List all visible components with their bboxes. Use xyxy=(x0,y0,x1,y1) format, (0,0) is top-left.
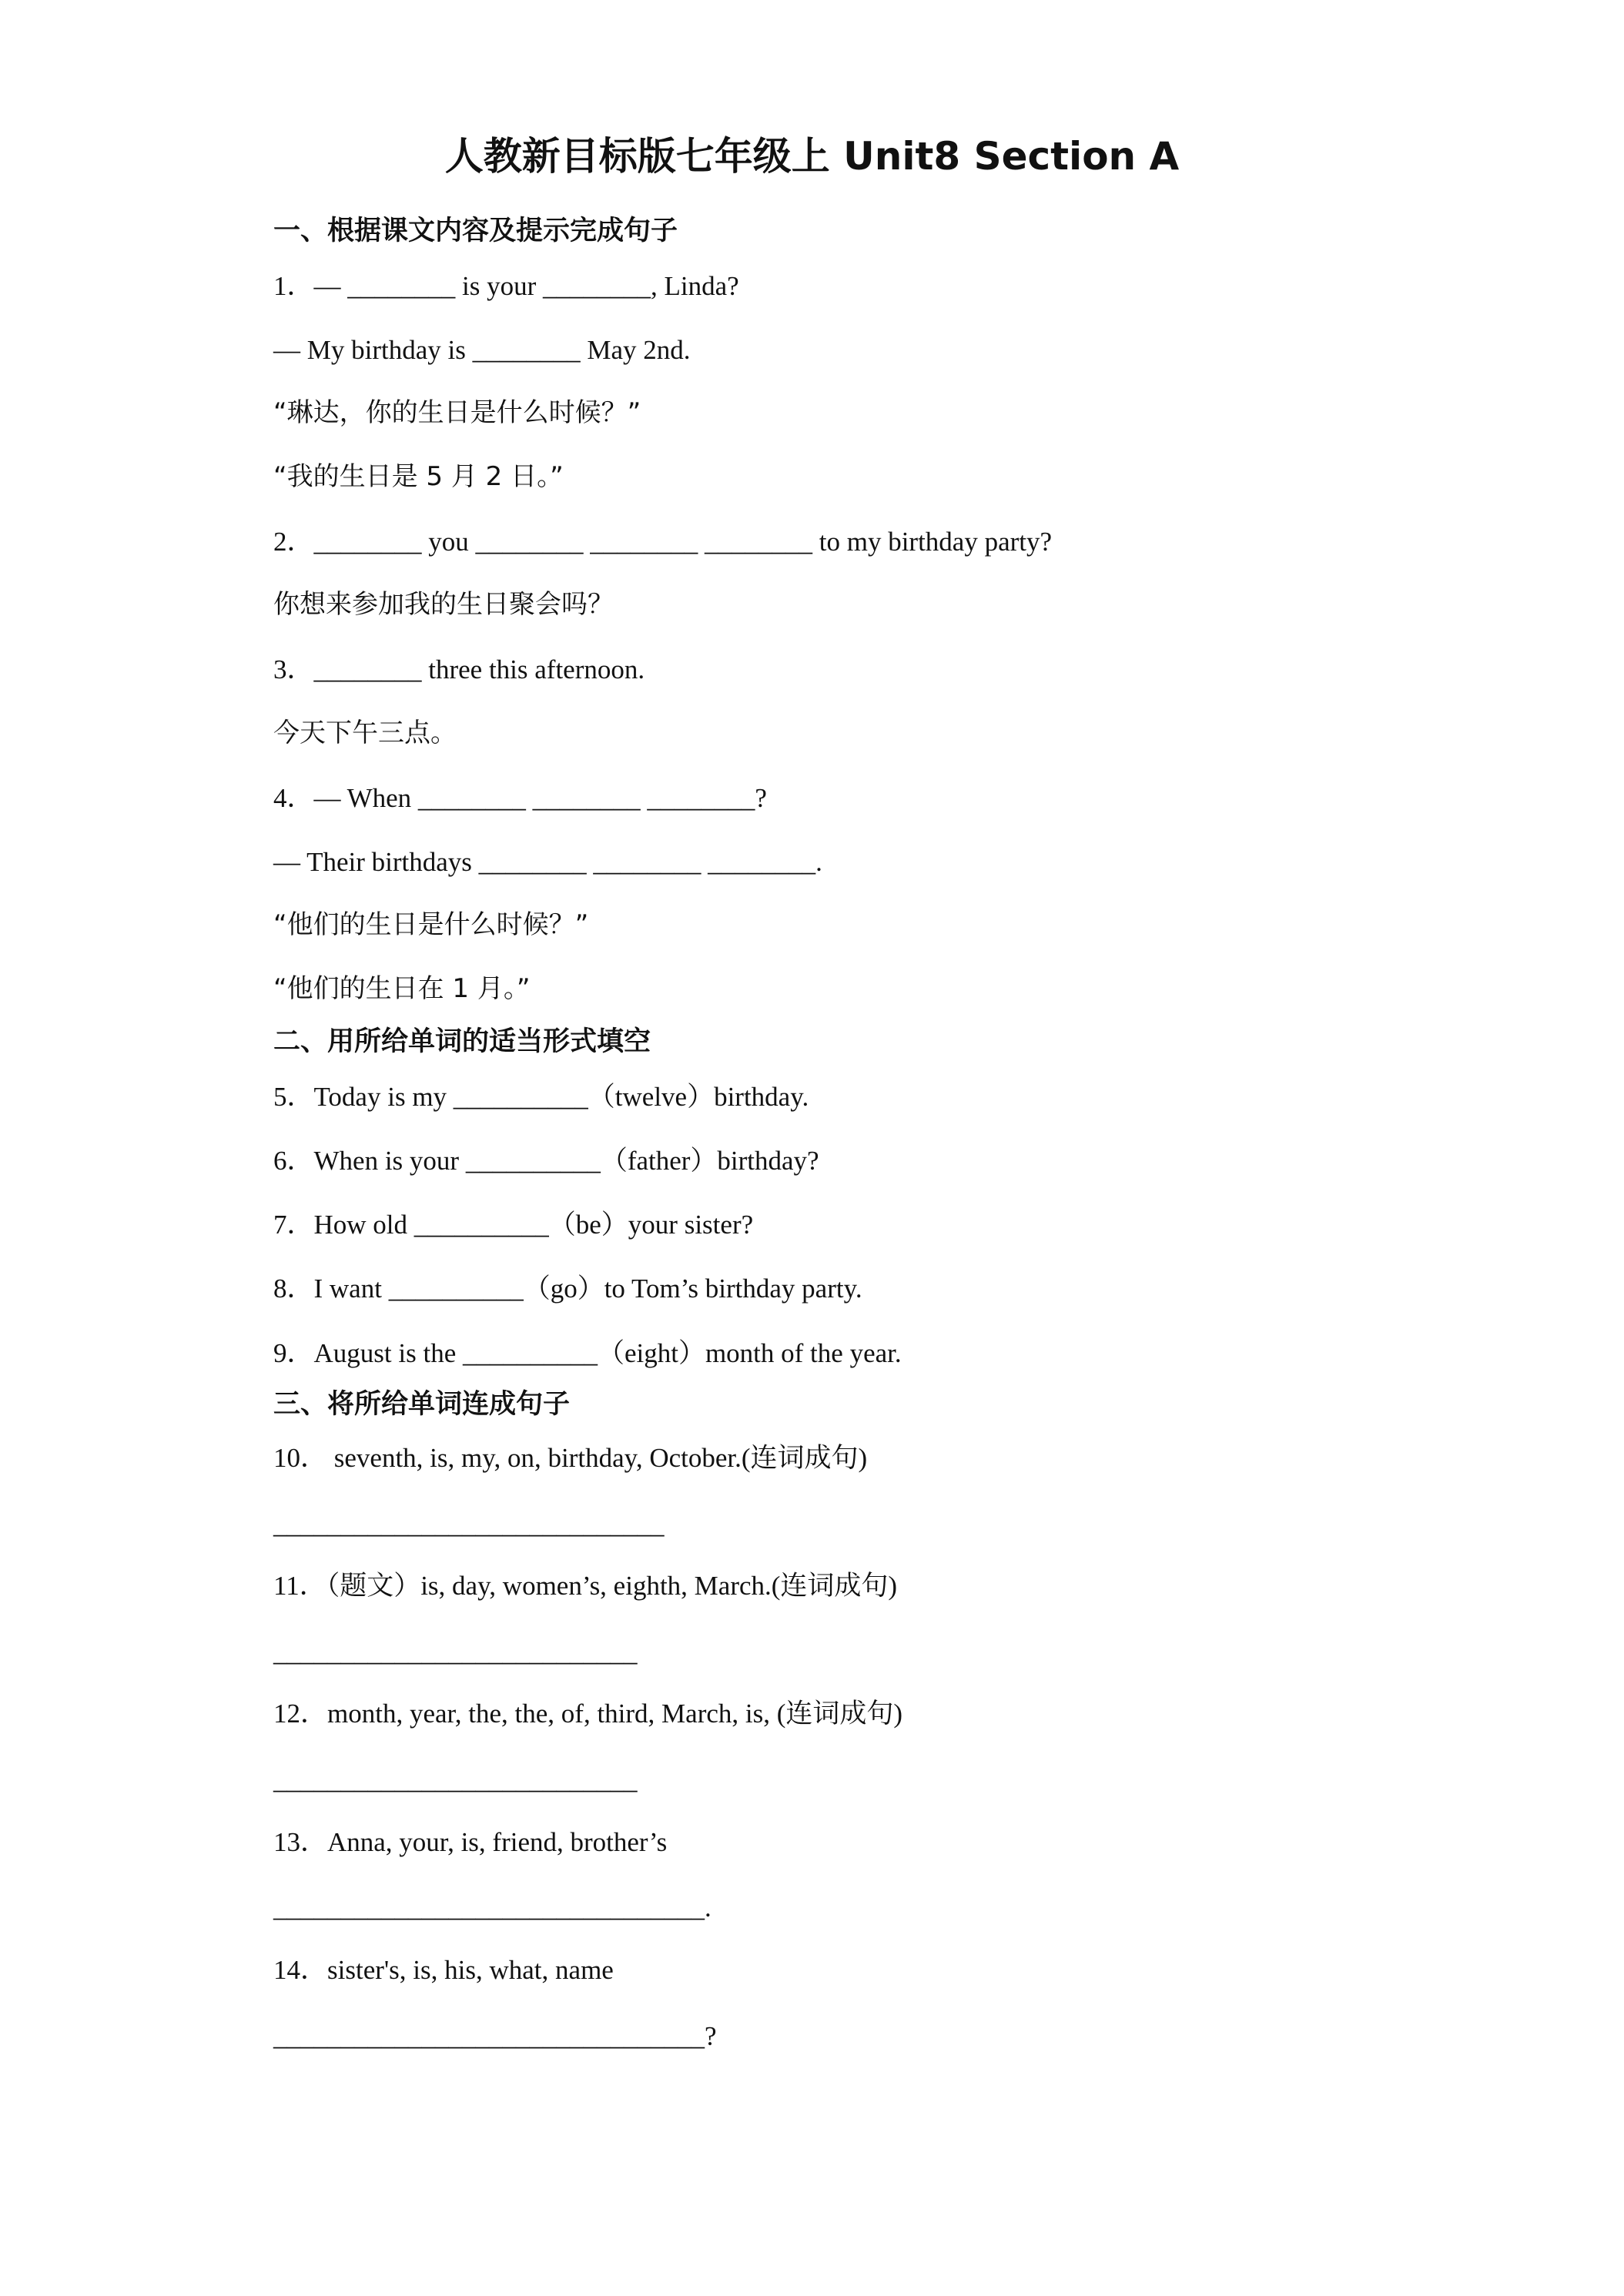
question-11-answer-blank: ___________________________ xyxy=(273,1637,638,1667)
question-10-answer-blank: _____________________________ xyxy=(273,1509,665,1539)
question-9-line: 9．August is the __________（eight）month of the year. xyxy=(273,1338,902,1368)
question-6-line: 6．When is your __________（father）birthday? xyxy=(273,1146,819,1176)
page-title: 人教新目标版七年级上 Unit8 Section A xyxy=(444,134,1180,179)
question-13-answer-blank: ________________________________. xyxy=(273,1893,712,1923)
question-4-translation-b: “他们的生日在 1 月。” xyxy=(273,973,531,1004)
question-5-line: 5．Today is my __________（twelve）birthday. xyxy=(273,1082,809,1112)
question-14-line: 14．sister's, is, his, what, name xyxy=(273,1955,614,1985)
question-11-line: 11．（题文）is, day, women’s, eighth, March.(连词成句) xyxy=(273,1571,898,1601)
question-14-answer-blank: ________________________________? xyxy=(273,2021,717,2051)
question-4-answer-line: — Their birthdays ________ ________ ________. xyxy=(273,847,822,877)
section-heading-3: 三、将所给单词连成句子 xyxy=(273,1389,571,1420)
question-7-line: 7．How old __________（be）your sister? xyxy=(273,1210,754,1240)
section-heading-2: 二、用所给单词的适当形式填空 xyxy=(273,1026,651,1057)
question-2-translation: 你想来参加我的生日聚会吗？ xyxy=(273,589,614,620)
question-10-line: 10． seventh, is, my, on, birthday, October.(连词成句) xyxy=(273,1443,868,1473)
question-3-translation: 今天下午三点。 xyxy=(273,718,457,748)
question-4-translation-a: “他们的生日是什么时候？” xyxy=(273,909,589,940)
question-3-line: 3．________ three this afternoon. xyxy=(273,654,645,684)
question-8-line: 8．I want __________（go）to Tom’s birthday party. xyxy=(273,1274,862,1304)
question-1-line: 1．— ________ is your ________, Linda? xyxy=(273,271,739,301)
question-4-line: 4．— When ________ ________ ________? xyxy=(273,783,767,813)
question-12-answer-blank: ___________________________ xyxy=(273,1765,638,1795)
question-13-line: 13．Anna, your, is, friend, brother’s xyxy=(273,1827,668,1857)
question-12-line: 12．month, year, the, the, of, third, March, is, (连词成句) xyxy=(273,1699,903,1729)
question-1-answer-line: — My birthday is ________ May 2nd. xyxy=(273,335,691,365)
question-1-translation-b: “我的生日是 5 月 2 日。” xyxy=(273,461,564,492)
question-1-translation-a: “琳达，你的生日是什么时候？” xyxy=(273,397,641,428)
section-heading-1: 一、根据课文内容及提示完成句子 xyxy=(273,216,678,246)
question-2-line: 2．________ you ________ ________ ________ to my birthday party? xyxy=(273,527,1053,557)
